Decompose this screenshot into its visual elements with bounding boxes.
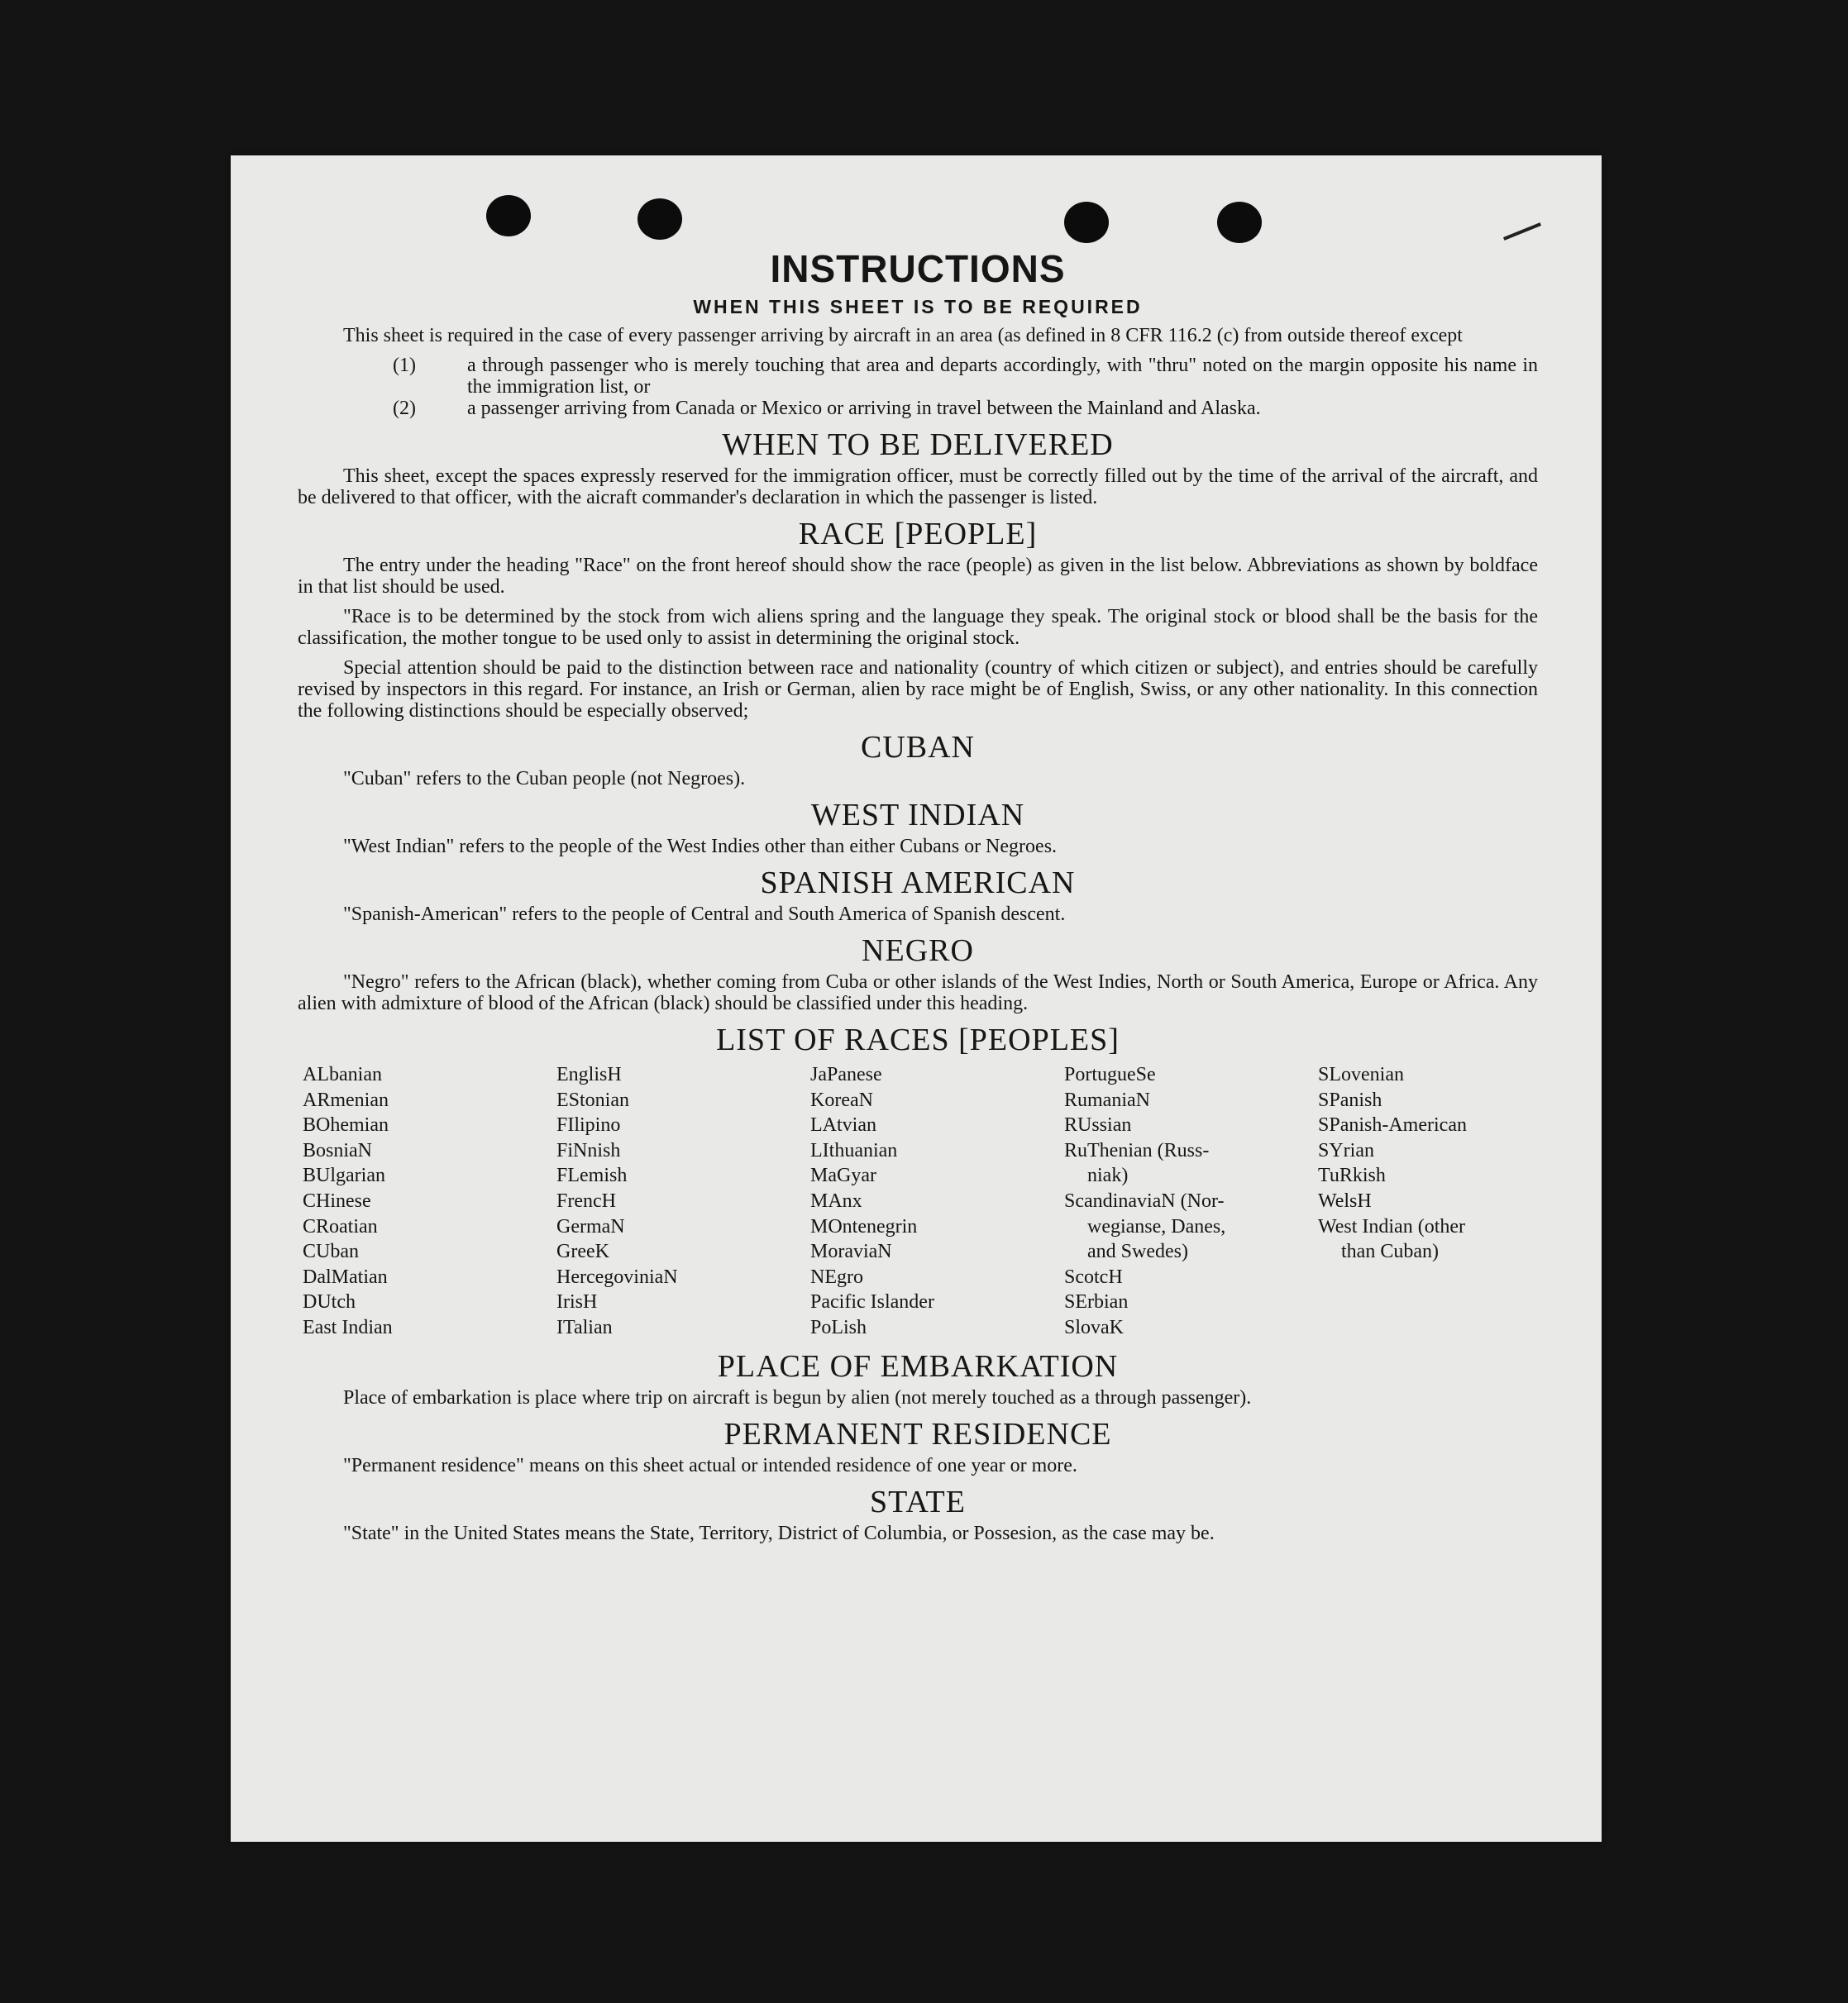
race-item: LIthuanian bbox=[810, 1139, 898, 1161]
race-item: ScandinaviaN (Nor- bbox=[1064, 1190, 1225, 1212]
race-item: KoreaN bbox=[810, 1089, 873, 1111]
race-item: CUban bbox=[303, 1241, 359, 1263]
race-item: DalMatian bbox=[303, 1266, 388, 1288]
race-item: RUssian bbox=[1064, 1114, 1132, 1137]
race-item: ARmenian bbox=[303, 1089, 389, 1111]
race-paragraph-1: The entry under the heading "Race" on the front hereof should show the race (people) as given in the list below. Abbreviations as shown by boldface in that list should be used. bbox=[298, 555, 1538, 598]
race-item: NEgro bbox=[810, 1266, 863, 1288]
race-item: SPanish bbox=[1318, 1089, 1382, 1111]
race-item: HercegoviniaN bbox=[556, 1266, 678, 1288]
race-item: SErbian bbox=[1064, 1291, 1129, 1314]
race-paragraph-3: Special attention should be paid to the distinction between race and nationality (country of which citizen or subject), and entries should be carefully revised by inspectors in this regard. For instance, an Irish or German, alien by race might be of English, Swiss, or any other nationality. In this connection the following distinctions should be especially observed; bbox=[298, 657, 1538, 722]
pen-mark bbox=[1503, 222, 1541, 241]
state-paragraph: "State" in the United States means the State, Territory, District of Columbia, or Possesion, as the case may be. bbox=[343, 1522, 1215, 1544]
races-column bbox=[1318, 1062, 1572, 1341]
race-item: ITalian bbox=[556, 1316, 613, 1338]
race-item: LAtvian bbox=[810, 1114, 876, 1137]
race-item: CHinese bbox=[303, 1190, 371, 1212]
race-item: SYrian bbox=[1318, 1139, 1374, 1161]
page-subtitle: WHEN THIS SHEET IS TO BE REQUIRED bbox=[693, 296, 1143, 317]
spanish-american-paragraph: "Spanish-American" refers to the people of Central and South America of Spanish descent. bbox=[343, 904, 1066, 925]
punch-hole bbox=[1217, 202, 1262, 243]
punch-hole bbox=[1064, 202, 1109, 243]
race-item: FLemish bbox=[556, 1165, 628, 1187]
exception-item bbox=[298, 398, 1538, 419]
race-item: ALbanian bbox=[303, 1064, 382, 1085]
punch-hole bbox=[637, 198, 682, 240]
race-item: CRoatian bbox=[303, 1215, 378, 1238]
races-column bbox=[1064, 1062, 1318, 1341]
race-item: GreeK bbox=[556, 1241, 609, 1263]
section-heading-cuban: CUBAN bbox=[860, 730, 976, 765]
race-item: GermaN bbox=[556, 1215, 625, 1238]
race-item: MAnx bbox=[810, 1190, 862, 1212]
race-item: FrencH bbox=[556, 1190, 616, 1212]
section-heading-race: RACE [PEOPLE] bbox=[798, 517, 1038, 551]
race-item: RuThenian (Russ- bbox=[1064, 1139, 1210, 1161]
delivered-paragraph: This sheet, except the spaces expressly reserved for the immigration officer, must be correctly filled out by the time of the arrival of the aircraft, and be delivered to that officer, with the aicraft commander's declaration in which the passenger is listed. bbox=[298, 465, 1538, 508]
race-item: JaPanese bbox=[810, 1064, 882, 1085]
races-column bbox=[556, 1062, 810, 1341]
race-item: TuRkish bbox=[1318, 1165, 1386, 1187]
instructions-content bbox=[298, 246, 1538, 1552]
section-heading-residence: PERMANENT RESIDENCE bbox=[723, 1416, 1112, 1452]
cuban-paragraph: "Cuban" refers to the Cuban people (not Negroes). bbox=[343, 768, 746, 789]
race-item: FIlipino bbox=[556, 1114, 621, 1137]
race-item: BOhemian bbox=[303, 1114, 389, 1137]
race-item: than Cuban) bbox=[1341, 1241, 1439, 1263]
race-item: RumaniaN bbox=[1064, 1089, 1150, 1111]
race-item: MOntenegrin bbox=[810, 1215, 918, 1238]
exception-item bbox=[298, 355, 1538, 398]
race-item: EnglisH bbox=[556, 1064, 622, 1085]
races-list bbox=[303, 1062, 1538, 1341]
section-heading-embarkation: PLACE OF EMBARKATION bbox=[717, 1348, 1119, 1384]
section-heading-list-of-races: LIST OF RACES [PEOPLES] bbox=[716, 1023, 1120, 1057]
race-item: PoLish bbox=[810, 1316, 867, 1338]
intro-paragraph: This sheet is required in the case of every passenger arriving by aircraft in an area (as defined in 8 CFR 116.2 (c) from outside thereof except bbox=[343, 325, 1463, 346]
race-item: SPanish-American bbox=[1318, 1114, 1467, 1137]
race-item: DUtch bbox=[303, 1291, 356, 1314]
exception-number: (1) bbox=[393, 355, 416, 376]
embarkation-paragraph: Place of embarkation is place where trip on aircraft is begun by alien (not merely touched as a through passenger). bbox=[343, 1386, 1252, 1409]
races-column bbox=[810, 1062, 1064, 1341]
section-heading-spanish-american: SPANISH AMERICAN bbox=[760, 866, 1076, 900]
punch-hole bbox=[486, 195, 531, 236]
race-item: WelsH bbox=[1318, 1190, 1372, 1212]
race-item: and Swedes) bbox=[1087, 1241, 1188, 1263]
race-item: ScotcH bbox=[1064, 1266, 1123, 1288]
races-column bbox=[303, 1062, 556, 1341]
race-item: BosniaN bbox=[303, 1139, 372, 1161]
race-item: IrisH bbox=[556, 1291, 598, 1314]
race-item: MoraviaN bbox=[810, 1241, 892, 1263]
race-item: niak) bbox=[1087, 1165, 1129, 1187]
section-heading-delivered: WHEN TO BE DELIVERED bbox=[722, 427, 1114, 462]
race-item: EStonian bbox=[556, 1089, 629, 1111]
race-item: FiNnish bbox=[556, 1139, 621, 1161]
race-item: East Indian bbox=[303, 1316, 393, 1338]
section-heading-state: STATE bbox=[870, 1484, 966, 1519]
section-heading-negro: NEGRO bbox=[862, 933, 974, 968]
west-indian-paragraph: "West Indian" refers to the people of the West Indies other than either Cubans or Negroes. bbox=[343, 836, 1058, 857]
race-item: Pacific Islander bbox=[810, 1291, 934, 1314]
negro-paragraph: "Negro" refers to the African (black), whether coming from Cuba or other islands of the West Indies, North or South America, Europe or Africa. Any alien with admixture of blood of the African (black) should be classified under this heading. bbox=[298, 971, 1538, 1014]
exception-text: a passenger arriving from Canada or Mexico or arriving in travel between the Mainland and Alaska. bbox=[467, 398, 1261, 419]
race-item: BUlgarian bbox=[303, 1165, 385, 1187]
exception-text: a through passenger who is merely touching that area and departs accordingly, with "thru" noted on the margin opposite his name in the immigration list, or bbox=[467, 355, 1538, 398]
race-item: PortugueSe bbox=[1064, 1064, 1156, 1085]
race-item: West Indian (other bbox=[1318, 1215, 1466, 1238]
race-paragraph-2: "Race is to be determined by the stock from wich aliens spring and the language they speak. The original stock or blood shall be the basis for the classification, the mother tongue to be used only to assist in determining the original stock. bbox=[298, 606, 1538, 649]
page-title: INSTRUCTIONS bbox=[770, 247, 1066, 290]
race-item: SlovaK bbox=[1064, 1316, 1124, 1338]
race-item: MaGyar bbox=[810, 1165, 876, 1187]
exceptions-list bbox=[298, 355, 1538, 419]
section-heading-west-indian: WEST INDIAN bbox=[810, 798, 1025, 832]
race-item: wegianse, Danes, bbox=[1087, 1215, 1226, 1238]
document-page bbox=[231, 155, 1602, 1842]
residence-paragraph: "Permanent residence" means on this sheet actual or intended residence of one year or more. bbox=[343, 1454, 1077, 1476]
exception-number: (2) bbox=[393, 398, 416, 419]
race-item: SLovenian bbox=[1318, 1064, 1404, 1085]
